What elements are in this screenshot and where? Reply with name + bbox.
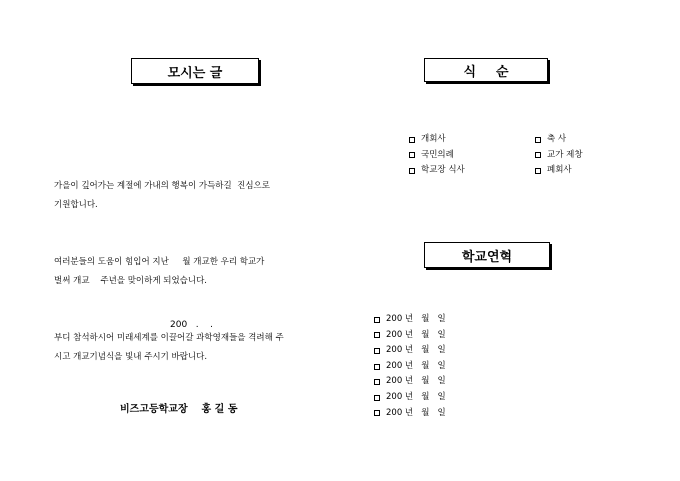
- history-item: [374, 406, 446, 422]
- history-item-date: 200 년 월 일: [386, 345, 446, 356]
- order-item: [535, 163, 583, 179]
- letter-paragraph: 여러분들의 도움이 힘입어 지난 월 개교한 우리 학교가 벌써 개교 주년을 맞이하게 되었습니다.: [54, 257, 265, 286]
- history-item-date: 200 년 월 일: [386, 360, 446, 371]
- history-title: 학교연혁: [424, 242, 550, 268]
- square-bullet-icon: [535, 152, 541, 158]
- history-item: [374, 343, 446, 359]
- order-item: [409, 148, 465, 164]
- history-item-date: 200 년 월 일: [386, 407, 446, 418]
- history-item: [374, 312, 446, 328]
- order-item-label: 국민의례: [421, 149, 454, 160]
- history-item: [374, 390, 446, 406]
- order-list-right: [535, 132, 583, 179]
- square-bullet-icon: [409, 137, 415, 143]
- letter-paragraph: 부디 참석하시어 미래세계를 이끌어갈 과학영재들을 격려해 주 시고 개교기념식을 빛내 주시기 바랍니다.: [54, 333, 284, 362]
- square-bullet-icon: [374, 317, 380, 323]
- history-item: [374, 359, 446, 375]
- square-bullet-icon: [374, 410, 380, 416]
- square-bullet-icon: [374, 364, 380, 370]
- order-item-label: 교가 제창: [547, 149, 583, 160]
- square-bullet-icon: [374, 395, 380, 401]
- history-item: [374, 328, 446, 344]
- order-item-label: 축 사: [547, 134, 567, 144]
- invitation-letter: [54, 139, 336, 386]
- order-list-left: [409, 132, 465, 179]
- history-item: [374, 374, 446, 390]
- order-title: 식순: [424, 58, 548, 82]
- order-item-label: 학교장 식사: [421, 165, 465, 175]
- history-item-date: 200 년 월 일: [386, 329, 446, 340]
- principal-signature: 비즈고등학교장 홍 길 동: [120, 404, 238, 415]
- history-item-date: 200 년 월 일: [386, 314, 446, 324]
- order-item: [535, 148, 583, 164]
- order-item-label: 폐회사: [547, 165, 572, 175]
- order-item: [535, 132, 583, 148]
- history-item-date: 200 년 월 일: [386, 391, 446, 402]
- square-bullet-icon: [409, 168, 415, 174]
- square-bullet-icon: [535, 168, 541, 174]
- square-bullet-icon: [374, 332, 380, 338]
- history-list: [374, 312, 446, 421]
- order-item-label: 개회사: [421, 134, 446, 144]
- square-bullet-icon: [409, 152, 415, 158]
- square-bullet-icon: [374, 379, 380, 385]
- invitation-title: 모시는 글: [131, 58, 259, 84]
- square-bullet-icon: [535, 137, 541, 143]
- history-item-date: 200 년 월 일: [386, 376, 446, 387]
- square-bullet-icon: [374, 348, 380, 354]
- invitation-date: 200 . .: [170, 320, 213, 330]
- letter-paragraph: 가을이 깊어가는 계절에 가내의 행복이 가득하길 진심으로 기원합니다.: [54, 181, 270, 210]
- order-item: [409, 163, 465, 179]
- order-item: [409, 132, 465, 148]
